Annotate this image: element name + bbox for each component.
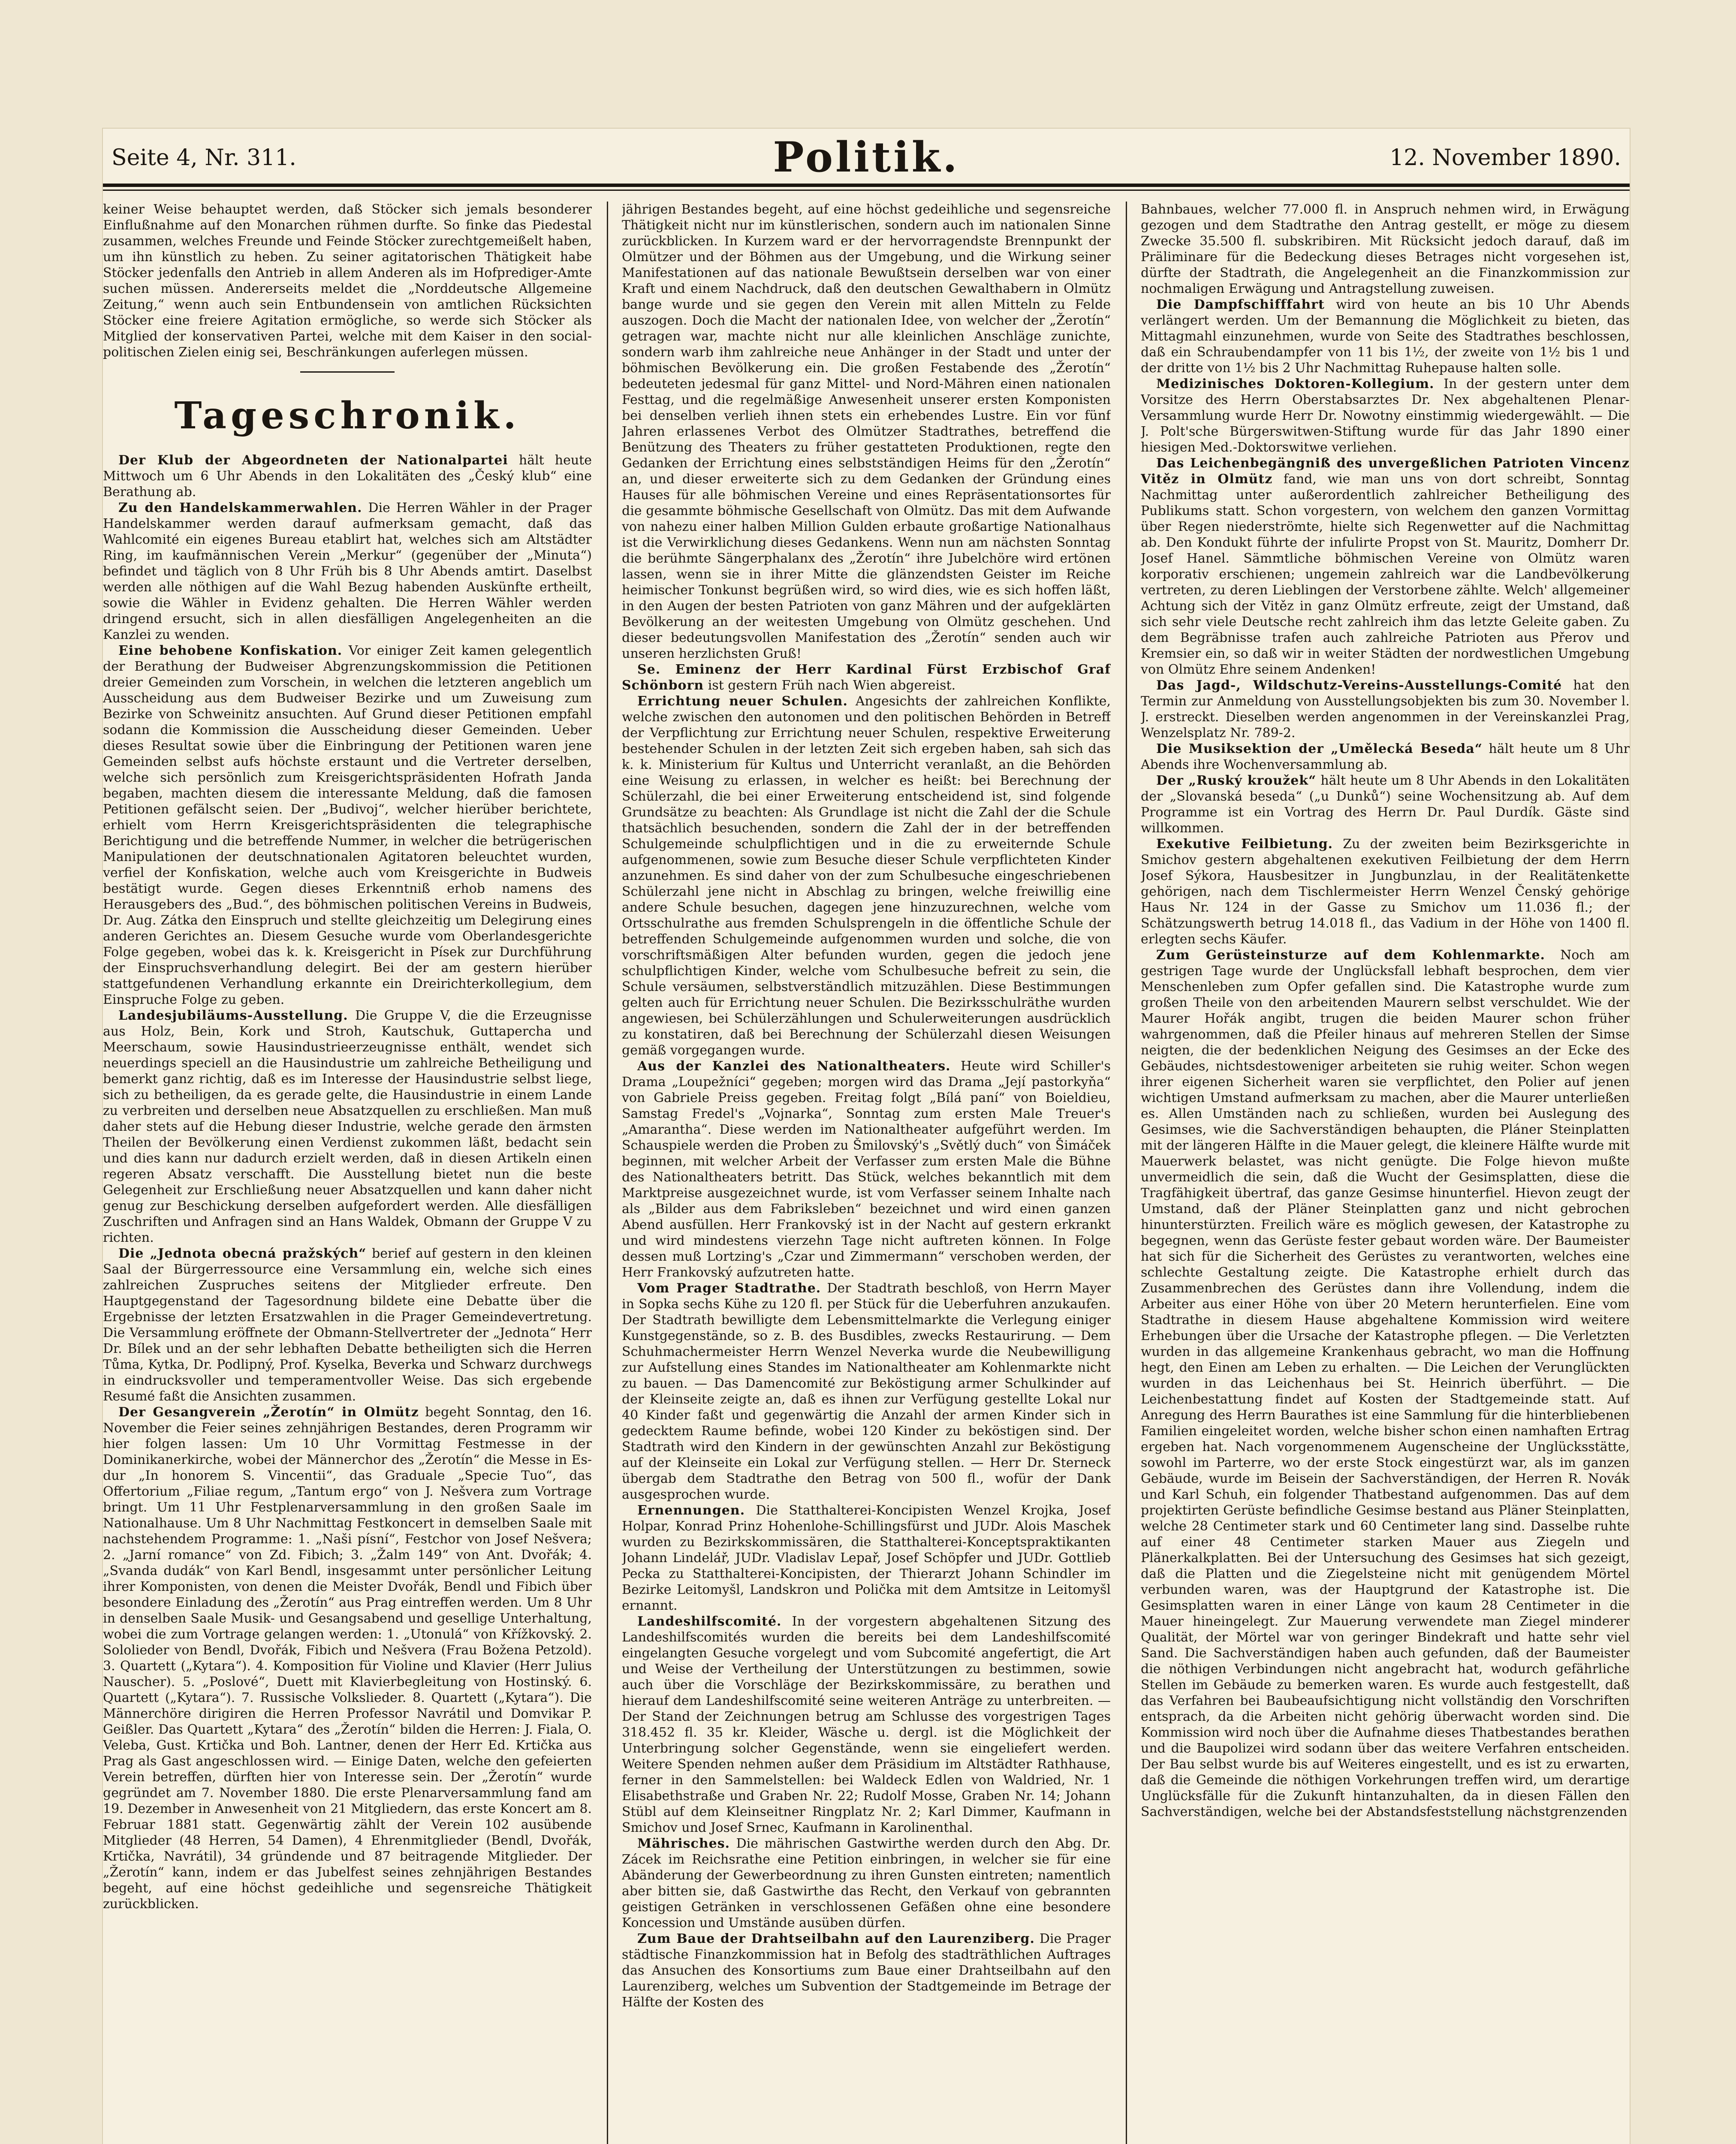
page-number: Seite 4, Nr. 311.: [112, 145, 296, 171]
news-item-text: Der Stadtrath beschloß, von Herrn Mayer in Sopka sechs Kühe zu 120 fl. per Stück für die Ueberfuhren anzukaufen. Der Stadtrath bewilligte dem Lebensmittelmarkte die Verlegung einiger Kunstgegenstände, so z. B. des Busdibles, zwecks Restaurirung. — Dem Schuhmachermeister Herrn Wenzel Neverka wurde die Neubewilligung zur Aufstellung eines Standes im Nationaltheater am Kohlenmarkte nicht zu bauen. — Das Damencomité zur Beköstigung armer Schulkinder auf der Kleinseite zeigte an, daß es ihnen zur Verfügung gestellte Lokal nur 40 Kinder faßt und gegenwärtig die Anzahl der armen Kinder sich in gedecktem Raume befinde, wobei 120 Kinder zu beköstigen sind. Der Stadtrath wird den Kindern in der gewünschten Anzahl zur Beköstigung auf der Kleinseite ein Lokal zur Verfügung stellen. — Herr Dr. Sterneck übergab dem Stadtrathe den Betrag von 500 fl., wofür der Dank ausgesprochen wurde.: [622, 1281, 1111, 1502]
column-3: [1141, 202, 1630, 2144]
news-item-text: begeht Sonntag, den 16. November die Feier seines zehnjährigen Bestandes, deren Programm wir hier folgen lassen: Um 10 Uhr Vormittag Festmesse in der Dominikanerkirche, wobei der Männerchor des „Žerotín“ die Messe in Es-dur „In honorem S. Vincentii“, das Graduale „Specie Tuo“, das Offertorium „Filiae regum, „Tantum ergo“ von J. Nešvera zum Vortrage bringt. Um 11 Uhr Festplenarversammlung in den großen Saale im Nationalhause. Um 8 Uhr Nachmittag Festkoncert in demselben Saale mit nachstehendem Programme: 1. „Naši písní“, Festchor von Josef Nešvera; 2. „Jarní romance“ von Zd. Fibich; 3. „Žalm 149“ von Ant. Dvořák; 4. „Svanda dudák“ von Karl Bendl, insgesammt unter persönlicher Leitung ihrer Komponisten, von denen die Meister Dvořák, Bendl und Fibich über besondere Einladung des „Žerotín“ aus Prag eintreffen werden. Um 8 Uhr in denselben Saale Musik- und Gesangsabend und gesellige Unterhaltung, wobei die zum Vortrage gelangen werden: 1. „Utonulá“ von Křížkovský. 2. Sololieder von Bendl, Dvořák, Fibich und Nešvera (Frau Božena Petzold). 3. Quartett („Kytara“). 4. Komposition für Violine und Klavier (Herr Julius Nauscher). 5. „Poslové“, Duett mit Klavierbegleitung von Hostinský. 6. Quartett („Kytara“). 7. Russische Volkslieder. 8. Quartett („Kytara“). Die Männerchöre dirigiren die Herren Professor Navrátil und Domvikar P. Geißler. Das Quartett „Kytara“ des „Žerotín“ bilden die Herren: J. Fiala, O. Veleba, Gust. Krtička und Boh. Lantner, denen der Herr Ed. Krtička aus Prag als Gast angeschlossen wird. — Einige Daten, welche den gefeierten Verein betreffen, dürften hier von Interesse sein. Der „Žerotín“ wurde gegründet am 7. November 1880. Die erste Plenarversammlung fand am 19. Dezember in Anwesenheit von 21 Mitgliedern, das erste Koncert am 8. Februar 1881 statt. Gegenwärtig zählt der Verein 102 ausübende Mitglieder (48 Herren, 54 Damen), 4 Ehrenmitglieder (Bendl, Dvořák, Krtička, Navrátil), 34 gründende und 87 beitragende Mitglieder. Der „Žerotín“ kann, indem er das Jubelfest seines zehnjährigen Bestandes begeht, auf eine höchst gedeihliche und segensreiche Thätigkeit zurückblicken.: [103, 1405, 592, 1912]
news-item: [622, 1058, 1111, 1280]
news-item-text: In der vorgestern abgehaltenen Sitzung des Landeshilfscomités wurden die bereits bei dem Landeshilfscomité eingelangten Gesuche vorgelegt und vom Subcomité angefertigt, die Art und Weise der Vertheilung der Unterstützungen zu bestimmen, sowie auch über die Vorschläge der Bezirkskommissäre, zu berathen und hierauf dem Landeshilfscomité seine weiteren Anträge zu unterbreiten. — Der Stand der Zeichnungen betrug am Schlusse des vorgestrigen Tages 318.452 fl. 35 kr. Kleider, Wäsche u. dergl. ist die Möglichkeit der Unterbringung solcher Gegenstände, wenn sie eingeliefert werden. Weitere Spenden nehmen außer dem Präsidium im Altstädter Rathhause, ferner in den Sammelstellen: bei Waldeck Edlen von Waldried, Nr. 1 Elisabethstraße und Graben Nr. 22; Rudolf Mosse, Graben Nr. 14; Johann Stübl auf dem Kleinseitner Ringplatz Nr. 2; Karl Dimmer, Kaufmann in Smichov und Josef Srnec, Kaufmann in Karolinenthal.: [622, 1614, 1111, 1835]
column-2: [622, 202, 1111, 2144]
news-item-title: Ernennungen.: [637, 1503, 745, 1518]
news-item-title: Die Dampfschifffahrt: [1156, 297, 1325, 312]
section-title: Politik.: [773, 133, 960, 181]
news-item-title: Errichtung neuer Schulen.: [637, 694, 848, 709]
news-item: [622, 1931, 1111, 2010]
page-header: [103, 129, 1630, 180]
news-item-title: Medizinisches Doktoren-Kollegium.: [1156, 376, 1435, 391]
news-item-text: Zu der zweiten beim Bezirksgerichte in Smichov gestern abgehaltenen exekutiven Feilbietung der dem Herrn Josef Sýkora, Hausbesitzer in Jungbunzlau, in der Realitätenkette gehörigen, nach dem Tischlermeister Herrn Wenzel Čenský gehörige Haus Nr. 124 in der Gasse zu Smichov um 11.036 fl.; der Schätzungswerth betrug 14.018 fl., das Vadium in der Höhe von 1400 fl. erlegten sechs Käufer.: [1141, 837, 1630, 947]
news-item: [1141, 297, 1630, 376]
news-item-title: Aus der Kanzlei des Nationaltheaters.: [637, 1059, 951, 1074]
news-item-title: Vom Prager Stadtrathe.: [637, 1281, 821, 1296]
news-item: [103, 1246, 592, 1404]
news-item-title: Das Jagd-, Wildschutz-Vereins-Ausstellungs-Comité: [1156, 678, 1562, 693]
news-item-title: Eine behobene Konfiskation.: [118, 643, 343, 658]
news-item-text: ist gestern Früh nach Wien abgereist.: [708, 678, 956, 693]
news-item-title: Zum Gerüsteinsturze auf dem Kohlenmarkte.: [1156, 948, 1546, 963]
news-item-title: Die „Jednota obecná pražských“: [118, 1246, 367, 1261]
news-item-title: Mährisches.: [637, 1836, 730, 1851]
news-item: [1141, 773, 1630, 836]
news-item-text: berief auf gestern in den kleinen Saal der Bürgerressource eine Versammlung ein, welche sich eines zahlreichen Zuspruches seitens der Mitglieder erfreute. Den Hauptgegenstand der Tagesordnung bildete eine Debatte über die Ergebnisse der letzten Ersatzwahlen in die Prager Gemeindevertretung. Die Versammlung eröffnete der Obmann-Stellvertreter der „Jednota“ Herr Dr. Bílek und an der sehr lebhaften Debatte betheiligten sich die Herren Tůma, Kytka, Dr. Podlipný, Prof. Kyselka, Beverka und Schwarz durchwegs in eindrucksvoller und temperamentvoller Weise. Das sich ergebende Resumé faßt die Ansichten zusammen.: [103, 1246, 592, 1404]
news-item: [1141, 455, 1630, 678]
column-separator: [1126, 202, 1127, 2144]
news-item-text: fand, wie man uns von dort schreibt, Sonntag Nachmittag unter außerordentlich zahlreicher Betheiligung des Publikums statt. Schon vorgestern, von welchem den ganzen Vormittag über Regen niederströmte, hielte sich Regenwetter auf die Nachmittag ab. Den Kondukt führte der infulirte Propst von St. Mauritz, Domherr Dr. Josef Hanel. Sämmtliche böhmischen Vereine von Olmütz waren korporativ erschienen; ungemein zahlreich war die Landbevölkerung vertreten, zu deren Lieblingen der Verstorbene zählte. Welch' allgemeiner Achtung sich der Vitěz in ganz Olmütz erfreute, zeigt der Umstand, daß sich sehr viele Deutsche recht zahlreich ihm das letzte Geleite gaben. Zu dem Begräbnisse trafen auch zahlreiche Patrioten aus Přerov und Kremsier ein, so daß wir in weiter Städten der nordwestlichen Umgebung von Olmütz Ehre seinem Andenken!: [1141, 472, 1630, 677]
news-item: [622, 1503, 1111, 1614]
news-item-text: hält heute um 8 Uhr Abends in den Lokalitäten der „Slovanská beseda“ („u Dunků“) seine Wochensitzung ab. Auf dem Programme ist ein Vortrag des Herrn Dr. Paul Durdík. Gäste sind willkommen.: [1141, 773, 1630, 836]
news-item: [1141, 947, 1630, 1820]
article-continuation: keiner Weise behauptet werden, daß Stöcker sich jemals besonderer Einflußnahme auf den Monarchen rühmen durfte. So finke das Piedestal zusammen, welches Freunde und Feinde Stöcker zurechtgemeißelt haben, um ihn künstlich zu heben. Zu seiner agitatorischen Thätigkeit habe Stöcker jedenfalls den Antrieb in allem Anderen als im Hofprediger-Amte suchen müssen. Andererseits meldet die „Norddeutsche Allgemeine Zeitung,“ wenn auch sein Entbundensein von amtlichen Rücksichten Stöcker eine freiere Agitation ermögliche, so werde sich Stöcker als Mitglied der konservativen Partei, welche mit dem Kaiser in den social-politischen Zielen einig sei, Beschränkungen auferlegen müssen.: [103, 202, 592, 360]
news-item-text: Die Statthalterei-Koncipisten Wenzel Krojka, Josef Holpar, Konrad Prinz Hohenlohe-Schillingsfürst und JUDr. Alois Maschek wurden zu Bezirkskommissären, die Statthalterei-Konceptspraktikanten Johann Lindelář, JUDr. Vladislav Lepař, Josef Schöpfer und JUDr. Gottlieb Pecka zu Statthalterei-Koncipisten, der Thierarzt Johann Schindler im Bezirke Leitomyšl, Landskron und Polička mit dem Amtsitze in Leitomyšl ernannt.: [622, 1503, 1111, 1613]
news-item-title: Der „Ruský kroužek“: [1156, 773, 1317, 788]
issue-date: 12. November 1890.: [1389, 145, 1621, 171]
article-continuation: jährigen Bestandes begeht, auf eine höchst gedeihliche und segensreiche Thätigkeit nicht nur im künstlerischen, sondern auch im nationalen Sinne zurückblicken. In Kurzem ward er der hervorragendste Brennpunkt der Olmützer und der Böhmen aus der Umgebung, und die Wirkung seiner Manifestationen auf das nationale Bewußtsein derselben war von einer Kraft und einem Nachdruck, daß den deutschen Gewalthabern in Olmütz bange wurde und sie gegen den Verein mit allen Mitteln zu Felde auszogen. Doch die Macht der nationalen Idee, von welcher der „Žerotín“ getragen war, machte nicht nur alle kleinlichen Anschläge zunichte, sondern warb ihm zahlreiche neue Anhänger in der Stadt und unter der böhmischen Bevölkerung ein. Die großen Festabende des „Žerotín“ bedeuteten jedesmal für ganz Mittel- und Nord-Mähren einen nationalen Festtag, und die regelmäßige Anwesenheit unserer ersten Komponisten bei denselben verlieh ihnen stets ein erhebendes Lustre. Ein vor fünf Jahren erlassenes Verbot des Olmützer Stadtrathes, betreffend die Benützung des Theaters zu früher gestatteten Produktionen, regte den Gedanken der Errichtung eines selbstständigen Heims für den „Žerotín“ an, und dieser erweiterte sich zu dem Gedanken der Gründung eines Hauses für alle böhmischen Vereine und eines Repräsentationsortes für die gesammte böhmische Gesellschaft von Olmütz. Das mit dem Aufwande von nahezu einer halben Million Gulden erbaute großartige Nationalhaus ist die Verwirklichung dieses Gedankens. Wenn nun am nächsten Sonntag die berühmte Sängerphalanx des „Žerotín“ ihre Jubelchöre wird ertönen lassen, wenn sie in ihrer Mitte die glänzendsten Geister im Reiche heimischer Tonkunst begrüßen wird, so wird dies, wie es sich hoffen läßt, in den Augen der besten Patrioten von ganz Mähren und der aufgeklärten Bevölkerung an der weitesten Umgebung von Olmütz geschehen. Und dieser bedeutungsvollen Manifestation des „Žerotín“ senden auch wir unseren herzlichsten Gruß!: [622, 202, 1111, 661]
column-separator: [607, 202, 608, 2144]
news-item: [103, 500, 592, 643]
news-item: [103, 643, 592, 1008]
header-rule-thin: [103, 190, 1630, 191]
news-item-text: wird von heute an bis 10 Uhr Abends verlängert werden. Um der Bemannung die Möglichkeit zu bieten, das Mittagmahl einzunehmen, wurde von Seite des Stadtrathes beschlossen, daß ein Schraubendampfer von 11 bis 1½, der zweite von 1½ bis 1 und der dritte von 1½ bis 2 Uhr Nachmittag Ruhepause halten solle.: [1141, 297, 1630, 376]
news-item-title: Zu den Handelskammerwahlen.: [118, 500, 362, 515]
news-item: [622, 693, 1111, 1058]
news-item: [1141, 376, 1630, 455]
news-item: [622, 1836, 1111, 1931]
news-item-title: Das Leichenbegängniß des unvergeßlichen Patrioten Vincenz Vitěz in Olmütz: [1141, 456, 1630, 487]
news-item-text: Die mährischen Gastwirthe werden durch den Abg. Dr. Zácek im Reichsrathe eine Petition einbringen, in welcher sie für eine Abänderung der Gewerbeordnung zu ihren Gunsten eintreten; namentlich aber bitten sie, daß Gastwirthe das Recht, den Verkauf von gebrannten geistigen Getränken in verschlossenen Gefäßen ohne eine besondere Koncession und Umstände ausüben dürfen.: [622, 1836, 1111, 1930]
news-item-text: hält heute um 8 Uhr Abends ihre Wochenversammlung ab.: [1141, 741, 1630, 772]
columns: [103, 202, 1630, 2144]
news-item: [103, 1404, 592, 1912]
news-item: [622, 1614, 1111, 1836]
section-heading: Tageschronik.: [174, 394, 521, 437]
news-item: [622, 662, 1111, 693]
news-item-text: Vor einiger Zeit kamen gelegentlich der Berathung der Budweiser Abgrenzungskommission die Petitionen dreier Gemeinden zum Vorschein, in welchen die letzteren angeblich um Ausscheidung aus dem Budweiser Bezirke und um Zuweisung zum Bezirke von Schweinitz ansuchten. Auf Grund dieser Petitionen empfahl sodann die Kommission die Ausscheidung dieser Gemeinden. Ueber dieses Resultat sowie über die Einbringung der Petitionen waren jene Gemeinden selbst aufs höchste erstaunt und die Vertreter derselben, welche sich persönlich zum Kreisgerichtspräsidenten Hofrath Janda begaben, machten diesem die interessante Meldung, daß die famosen Petitionen gefälscht seien. Der „Budivoj“, welcher hierüber berichtete, erhielt vom Herrn Kreisgerichtspräsidenten die telegraphische Berichtigung und die betreffende Nummer, in welcher die betrügerischen Manipulationen der deutschnationalen Agitatoren beleuchtet wurden, verfiel der Konfiskation, welche auch vom Kreisgerichte in Budweis bestätigt wurde. Gegen dieses Erkenntniß erhob namens des Herausgebers des „Bud.“, des böhmischen politischen Vereins in Budweis, Dr. Aug. Zátka den Einspruch und stellte gleichzeitig um Delegirung eines anderen Gerichtes an. Diesem Gesuche wurde vom Oberlandesgerichte Folge gegeben, wobei das k. k. Kreisgericht in Písek zur Durchführung der Einspruchsverhandlung delegirt. Bei der am gestern hierüber stattgefundenen Verhandlung erkannte ein Dreirichterkollegium, dem Einspruche Folge zu geben.: [103, 643, 592, 1007]
newspaper-page: [103, 129, 1630, 2144]
news-item: [622, 1280, 1111, 1503]
news-item-title: Der Gesangverein „Žerotín“ in Olmütz: [118, 1405, 419, 1420]
article-continuation: Bahnbaues, welcher 77.000 fl. in Anspruch nehmen wird, in Erwägung gezogen und dem Stadtrathe den Antrag gestellt, er möge zu diesem Zwecke 35.500 fl. subskribiren. Mit Rücksicht jedoch darauf, daß im Präliminare für die Bedeckung dieses Betrages nicht vorgesehen ist, dürfte der Stadtrath, die Angelegenheit an die Finanzkommission zur nochmaligen Erwägung und Antragstellung zuweisen.: [1141, 202, 1630, 296]
news-item-title: Landesjubiläums-Ausstellung.: [118, 1008, 348, 1023]
news-item: [103, 452, 592, 500]
news-item-text: hat den Termin zur Anmeldung von Ausstellungsobjekten bis zum 30. November l. J. erstreckt. Dieselben werden angenommen in der Vereinskanzlei Prag, Wenzelsplatz Nr. 789-2.: [1141, 678, 1630, 741]
news-item-text: Heute wird Schiller's Drama „Loupežníci“ gegeben; morgen wird das Drama „Její pastorkyňa“ von Gabriele Preiss gegeben. Freitag folgt „Bílá paní“ von Boieldieu, Samstag Fredel's „Vojnarka“, Sonntag zum ersten Male Treuer's „Amarantha“. Diese werden im Nationaltheater aufgeführt werden. Im Schauspiele werden die Proben zu Šmilovský's „Světlý duch“ von Šimáček beginnen, mit welcher Arbeit der Verfasser zum ersten Male die Bühne des Nationaltheaters betritt. Das Stück, welches bekanntlich mit dem Marktpreise ausgezeichnet wurde, ist vom Verfasser seinem Inhalte nach als „Bilder aus dem Fabriksleben“ bezeichnet und wird einen ganzen Abend ausfüllen. Herr Frankovský ist in der Nacht auf gestern erkrankt und wird mindestens vierzehn Tage nicht auftreten können. In Folge dessen muß Lortzing's „Czar und Zimmermann“ verschoben werden, der Herr Frankovský aufzutreten hatte.: [622, 1059, 1111, 1280]
news-item-title: Se. Eminenz der Herr Kardinal Fürst Erzbischof Graf Schönborn: [622, 662, 1111, 693]
news-item-text: Angesichts der zahlreichen Konflikte, welche zwischen den autonomen und den politischen Behörden in Betreff der Verpflichtung zur Errichtung neuer Schulen, respektive Erweiterung bestehender Schulen in der letzten Zeit sich ergeben haben, sah sich das k. k. Ministerium für Kultus und Unterricht veranlaßt, an die Behörden eine Weisung zu erlassen, in welcher es heißt: bei Berechnung der Schülerzahl, die bei einer Erweiterung entscheidend ist, sind folgende Grundsätze zu beachten: Als Grundlage ist nicht die Zahl der die Schule thatsächlich besuchenden, sondern die Zahl der in der betreffenden Schulgemeinde schulpflichtigen und in die zu erweiternde Schule aufgenommenen, sowie zum Besuche dieser Schule verpflichteten Kinder anzunehmen. Es sind daher von der zum Schulbesuche eingeschriebenen Schülerzahl jene nicht in Abschlag zu bringen, welche freiwillig eine andere Schule besuchen, dagegen jene hinzuzurechnen, welche vom Ortsschulrathe aus fremden Schulsprengeln in die öffentliche Schule der betreffenden Schulgemeinde aufgenommen wurden und solche, die von vorschriftsmäßigen Alter befunden wurden, gegen die jedoch jene schulpflichtigen Kinder, welche vom Schulbesuche befreit zu sein, die Schule versäumen, selbstverständlich mitzuzählen. Diese Bestimmungen gelten auch für Errichtung neuer Schulen. Die Bezirksschulräthe wurden angewiesen, bei Schülerzählungen und Schulerweiterungen ausdrücklich zu konstatiren, daß bei Berechnung der Schülerzahl diesen Weisungen gemäß vorgegangen wurde.: [622, 694, 1111, 1058]
news-item-title: Landeshilfscomité.: [637, 1614, 782, 1629]
column-1: [103, 202, 592, 2144]
news-item-text: Die Prager städtische Finanzkommission hat in Befolg des stadträthlichen Auftrages das Ansuchen des Konsortiums zum Baue einer Drahtseilbahn auf den Laurenziberg, welches um Subvention der Stadtgemeinde im Betrage der Hälfte der Kosten des: [622, 1931, 1111, 2010]
news-item-title: Exekutive Feilbietung.: [1156, 837, 1333, 852]
news-item-text: Noch am gestrigen Tage wurde der Unglücksfall lebhaft besprochen, dem vier Menschenleben zum Opfer gefallen sind. Die Katastrophe wurde zum großen Theile von den arbeitenden Maurern selbst verschuldet. Wie der Maurer Hořák angibt, trugen die beiden Maurer schon früher wahrgenommen, daß die Pfeiler hinaus auf mehreren Stellen der Simse neigten, die der bedenklichen Neigung des Gesimses an der Ecke des Gebäudes, nichtsdestoweniger arbeiteten sie ruhig weiter. Schon wegen ihrer eigenen Sicherheit waren sie verpflichtet, den Polier auf jenen wichtigen Umstand aufmerksam zu machen, aber die Maurer unterließen es. Allen Umständen nach zu schließen, wurden bei Auslegung des Gesimses, wie die Sachverständigen behaupten, die Pláner Steinplatten mit der längeren Hälfte in die Mauer gelegt, die kleinere Hälfte wurde mit Mauerwerk belastet, was nicht genügte. Die Folge hievon mußte unvermeidlich die sein, daß die Wucht der Gesimsplatten, diese die Tragfähigkeit übertraf, das ganze Gesimse hinunterfiel. Hievon zeugt der Umstand, daß der Pläner Steinplatten ganz und nicht gebrochen hinunterstürzten. Freilich wäre es möglich gewesen, der Katastrophe zu begegnen, wenn das Gerüste fester gebaut worden wäre. Der Baumeister hat sich für die Sicherheit des Gerüstes zu verantworten, welches eine schlechte Gestaltung zeigte. Die Katastrophe erhielt durch das Zusammenbrechen des Gerüstes dann ihre Vollendung, indem die Arbeiter aus einer Höhe von über 20 Metern herunterfielen. Eine vom Stadtrathe in diesem Hause abgehaltene Kommission wird weitere Erhebungen über die Ursache der Katastrophe pflegen. — Die Verletzten wurden in das allgemeine Krankenhaus gebracht, wo man die Hoffnung hegt, den Einen am Leben zu erhalten. — Die Leichen der Verunglückten wurden in das Leichenhaus bei St. Heinrich überführt. — Die Leichenbestattung findet auf Kosten der Stadtgemeinde statt. Auf Anregung des Herrn Baurathes ist eine Sammlung für die hinterbliebenen Familien eingeleitet worden, welche bisher schon einen namhaften Ertrag ergeben hat. Nach vorgenommenem Augenscheine der Unglücksstätte, sowohl im Parterre, wo der erste Stock eingestürzt war, als im ganzen Gebäude, wurde im Beisein der Sachverständigen, der Herren R. Novák und Karl Schuh, ein folgender Thatbestand aufgenommen. Das auf dem projektirten Gerüste befindliche Gesimse bestand aus Pläner Steinplatten, welche 28 Centimeter stark und 60 Centimeter lang sind. Dasselbe ruhte auf einer 48 Centimeter starken Mauer aus Ziegeln und Plänerkalkplatten. Bei der Untersuchung des Gesimses hat sich gezeigt, daß die Platten und die Ziegelsteine nicht mit genügendem Mörtel verbunden waren, was der Hauptgrund der Katastrophe ist. Die Gesimsplatten waren in einer Länge von kaum 28 Centimeter in die Mauer hineingelegt. Zur Mauerung verwendete man Ziegel minderer Qualität, der Mörtel war von geringer Bindekraft und hatte sehr viel Sand. Die Sachverständigen haben auch gefunden, daß der Baumeister die nöthigen Verbindungen nicht angebracht hat, wodurch gefährliche Stellen im Gebäude zu bemerken waren. Es wurde auch festgestellt, daß das Verfahren bei Baubeaufsichtigung nicht vollständig den Vorschriften entsprach, da die Arbeiten nicht gehörig überwacht worden sind. Die Kommission wird noch über die Aufnahme dieses Thatbestandes berathen und die Baupolizei wird sodann über das weitere Verfahren entscheiden. Der Bau selbst wurde bis auf Weiteres eingestellt, und es ist zu erwarten, daß die Gemeinde die nöthigen Vorkehrungen treffen wird, um derartige Unglücksfälle für die Zukunft hintanzuhalten, da in diesen Fällen den Sachverständigen, welche bei der Abstandsfeststellung nächstgrenzenden: [1141, 948, 1630, 1819]
news-item: [1141, 678, 1630, 741]
article-divider: [300, 371, 395, 373]
news-item-text: In der gestern unter dem Vorsitze des Herrn Oberstabsarztes Dr. Nex abgehaltenen Plenar-Versammlung wurde Herr Dr. Nowotny einstimmig wiedergewählt. — Die J. Polt'sche Bürgerswitwen-Stiftung wurde für das Jahr 1890 einer hiesigen Med.-Doktorswitwe verliehen.: [1141, 376, 1630, 455]
header-rule: [103, 184, 1630, 187]
news-item-text: Die Herren Wähler in der Prager Handelskammer werden darauf aufmerksam gemacht, daß das Wahlcomité ein eigenes Bureau etablirt hat, welches sich am Altstädter Ring, im kaufmännischen Verein „Merkur“ (gegenüber der „Minuta“) befindet und täglich von 8 Uhr Früh bis 8 Uhr Abends amtirt. Daselbst werden alle nöthigen auf die Wahl Bezug habenden Auskünfte ertheilt, sowie die Wähler in Evidenz gehalten. Die Herren Wähler werden dringend ersucht, sich in allen diesfälligen Angelegenheiten an die Kanzlei zu wenden.: [103, 500, 592, 642]
news-item: [103, 1008, 592, 1246]
news-item-text: hält heute Mittwoch um 6 Uhr Abends in den Lokalitäten des „Český klub“ eine Berathung ab.: [103, 453, 592, 500]
news-item: [1141, 741, 1630, 773]
news-item-title: Der Klub der Abgeordneten der Nationalpartei: [118, 453, 508, 468]
news-item-title: Zum Baue der Drahtseilbahn auf den Laurenziberg.: [637, 1931, 1035, 1946]
news-item: [1141, 836, 1630, 947]
news-item-text: Die Gruppe V, die die Erzeugnisse aus Holz, Bein, Kork und Stroh, Kautschuk, Guttapercha und Meerschaum, sowie Hausindustrieerzeugnisse enthält, wendet sich neuerdings speciell an die Hausindustrie um zahlreiche Betheiligung und bemerkt ganz richtig, daß es im Interesse der Hausindustrie selbst liege, sich zu betheiligen, da es gerade gelte, die Hausindustrie in einem Lande zu verbreiten und derselben neue Absatzquellen zu erschließen. Man muß daher stets auf die Hebung dieser Industrie, welche gerade den ärmsten Theilen der Bevölkerung einen Verdienst zukommen läßt, bedacht sein und dies kann nur dadurch erzielt werden, daß in diesen Artikeln einen regeren Absatz verschafft. Die Ausstellung bietet nun die beste Gelegenheit zur Erschließung neuer Absatzquellen und kann daher nicht genug zur Beschickung derselben aufgefordert werden. Alle diesfälligen Zuschriften und Anfragen sind an Hans Waldek, Obmann der Gruppe V zu richten.: [103, 1008, 592, 1245]
news-item-title: Die Musiksektion der „Umělecká Beseda“: [1156, 741, 1483, 756]
